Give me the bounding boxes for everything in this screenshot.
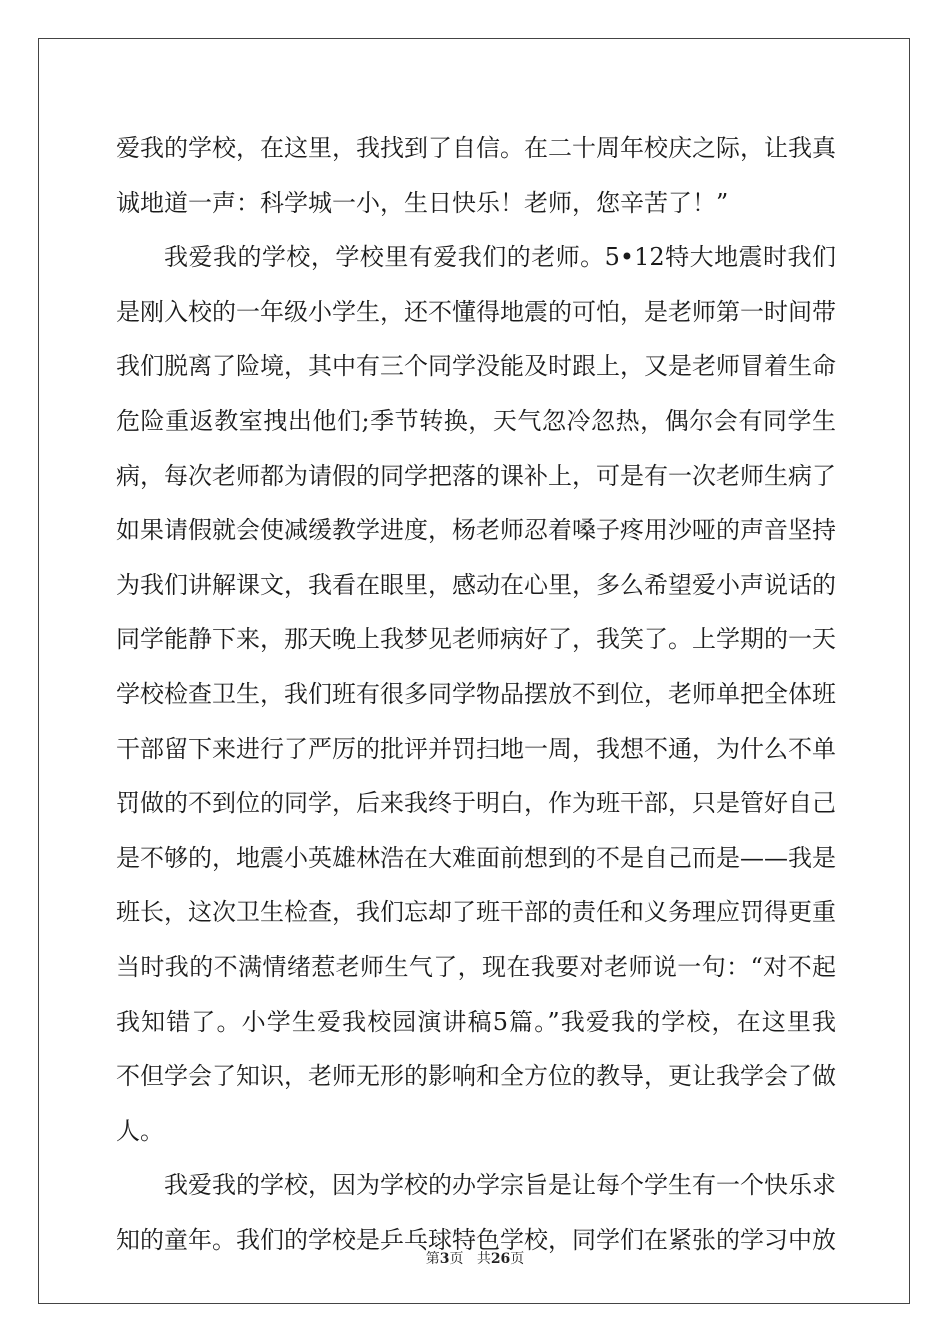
text-line: 班长，这次卫生检查，我们忘却了班干部的责任和义务理应罚得更重 <box>116 898 836 927</box>
text-line: 我知错了。小学生爱我校园演讲稿5篇。”我爱我的学校，在这里我 <box>116 1007 836 1036</box>
text-line: 知的童年。我们的学校是乒乓球特色学校，同学们在紧张的学习中放 <box>116 1225 836 1254</box>
text-line: 危险重返教室拽出他们;季节转换，天气忽冷忽热，偶尔会有同学生 <box>116 406 836 435</box>
text-line: 当时我的不满情绪惹老师生气了，现在我要对老师说一句：“对不起 <box>116 952 836 981</box>
footer-page-number: 3 <box>439 1251 450 1267</box>
footer-total-pages: 26 <box>490 1251 511 1267</box>
text-line: 是刚入校的一年级小学生，还不懂得地震的可怕，是老师第一时间带 <box>116 297 836 326</box>
text-line: 人。 <box>116 1116 164 1145</box>
text-line: 如果请假就会使减缓教学进度，杨老师忍着嗓子疼用沙哑的声音坚持 <box>116 516 836 545</box>
footer-total-label: 共 <box>476 1251 491 1267</box>
text-line: 不但学会了知识，老师无形的影响和全方位的教导，更让我学会了做 <box>116 1062 836 1091</box>
page-footer <box>0 1248 950 1268</box>
footer-page-label: 第 <box>425 1251 440 1267</box>
text-line: 为我们讲解课文，我看在眼里，感动在心里，多么希望爱小声说话的 <box>116 570 836 599</box>
text-line: 罚做的不到位的同学，后来我终于明白，作为班干部，只是管好自己 <box>116 789 836 818</box>
text-line: 爱我的学校，在这里，我找到了自信。在二十周年校庆之际，让我真 <box>116 134 836 162</box>
text-line: 我爱我的学校，学校里有爱我们的老师。5•12特大地震时我们 <box>164 243 836 272</box>
text-line: 病，每次老师都为请假的同学把落的课补上，可是有一次老师生病了 <box>116 461 836 490</box>
text-line: 学校检查卫生，我们班有很多同学物品摆放不到位，老师单把全体班 <box>116 679 836 708</box>
text-line: 我们脱离了险境，其中有三个同学没能及时跟上，又是老师冒着生命 <box>116 352 836 381</box>
footer-total-unit: 页 <box>510 1251 525 1267</box>
text-line: 我爱我的学校，因为学校的办学宗旨是让每个学生有一个快乐求 <box>164 1171 836 1200</box>
document-body <box>116 128 836 1274</box>
footer-page-unit: 页 <box>449 1251 464 1267</box>
text-line: 诚地道一声：科学城一小，生日快乐！老师，您辛苦了！” <box>116 188 729 217</box>
text-line: 同学能静下来，那天晚上我梦见老师病好了，我笑了。上学期的一天 <box>116 625 836 654</box>
text-line: 干部留下来进行了严厉的批评并罚扫地一周，我想不通，为什么不单 <box>116 734 836 763</box>
text-line: 是不够的，地震小英雄林浩在大难面前想到的不是自己而是——我是 <box>116 843 836 872</box>
